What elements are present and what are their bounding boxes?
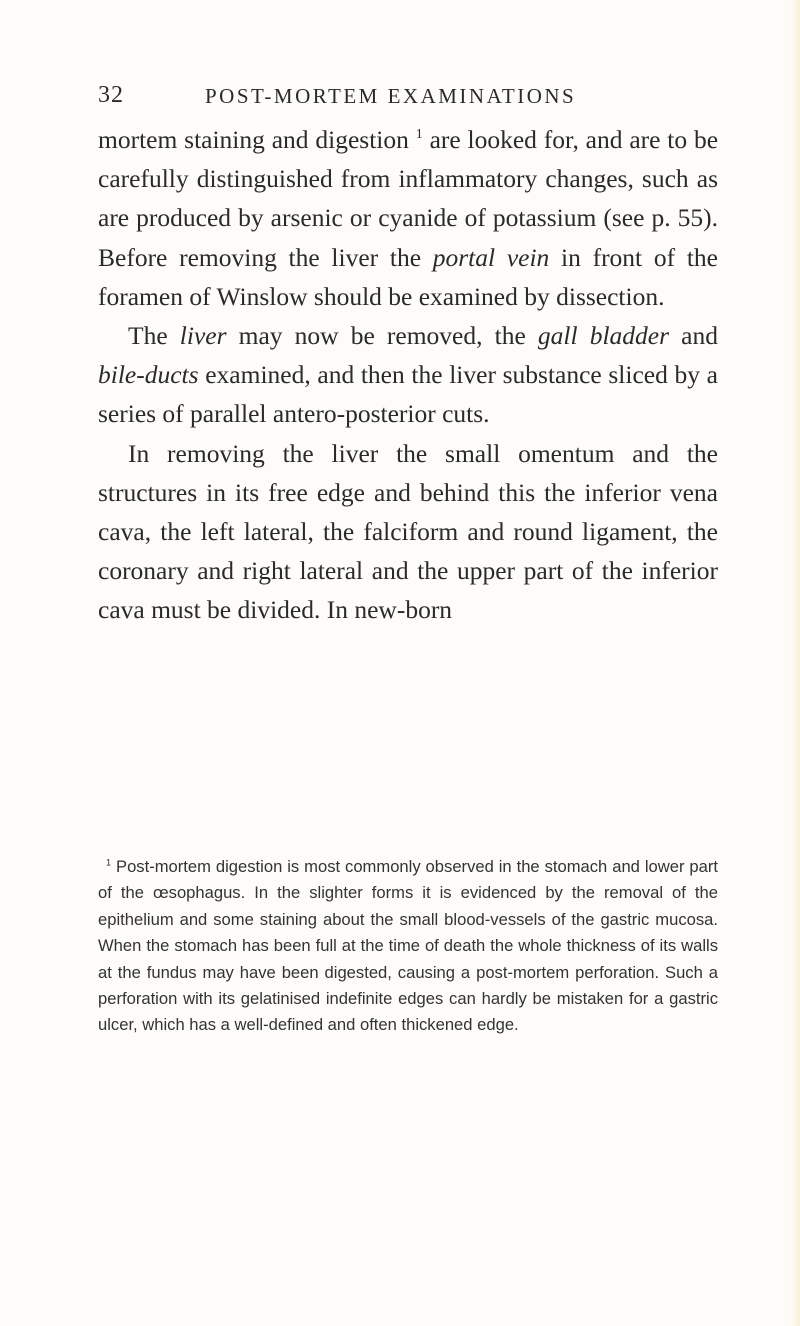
- paragraph-1-text-a: mortem staining and digestion: [98, 125, 409, 154]
- paragraph-1-text-c: in front of the foramen of Winslow should be examined by dissection.: [98, 242, 718, 311]
- paragraph-3: In removing the liver the small omentum and the structures in its free edge and behind this the inferior vena cava, the left lateral, the falciform and round ligament, the coronary and right lateral and the upper part of the inferior cava must be divided. In new-born: [98, 438, 718, 625]
- paragraph-2: [98, 316, 718, 434]
- body-text: [98, 120, 718, 630]
- running-head: POST-MORTEM EXAMINATIONS: [205, 84, 577, 108]
- paragraph-1: [98, 120, 718, 316]
- footnote-1: [98, 854, 718, 1039]
- page-number: 32: [98, 82, 124, 108]
- term-gall-bladder: gall bladder: [537, 321, 670, 351]
- term-liver: liver: [179, 321, 227, 351]
- footnotes: [98, 854, 718, 1039]
- term-bile-ducts: bile-ducts: [98, 360, 199, 390]
- page-edge-shading: [790, 0, 800, 1326]
- term-portal-vein: portal vein: [432, 242, 550, 272]
- paragraph-2-text-c: and: [669, 321, 718, 351]
- paragraph-2-text-a: The: [128, 321, 180, 351]
- footnote-reference: 1: [415, 127, 423, 143]
- page-header: [0, 82, 800, 112]
- paragraph-1-text-b: are looked for, and are to be carefully distinguished from inflammatory changes, such as are produced by arsenic or cyanide of potassium (see p. 55). Before removing the liver the: [98, 125, 719, 272]
- footnote-text: Post-mortem digestion is most commonly observed in the stomach and lower part of the œsophagus. In the slighter forms it is evidenced by the removal of the epithelium and some staining about the small blood-vessels of the gastric mucosa. When the stomach has been full at the time of death the whole thickness of its walls at the fundus may have been digested, causing a post-mortem perforation. Such a perforation with its gelatinised indefinite edges can hardly be mistaken for a gastric ulcer, which has a well-defined and often thickened edge.: [98, 857, 718, 1035]
- paragraph-2-text-d: examined, and then the liver substance sliced by a series of parallel antero-posterior cuts.: [98, 360, 718, 429]
- paragraph-2-text-b: may now be removed, the: [226, 321, 538, 351]
- footnote-marker: 1: [106, 857, 112, 868]
